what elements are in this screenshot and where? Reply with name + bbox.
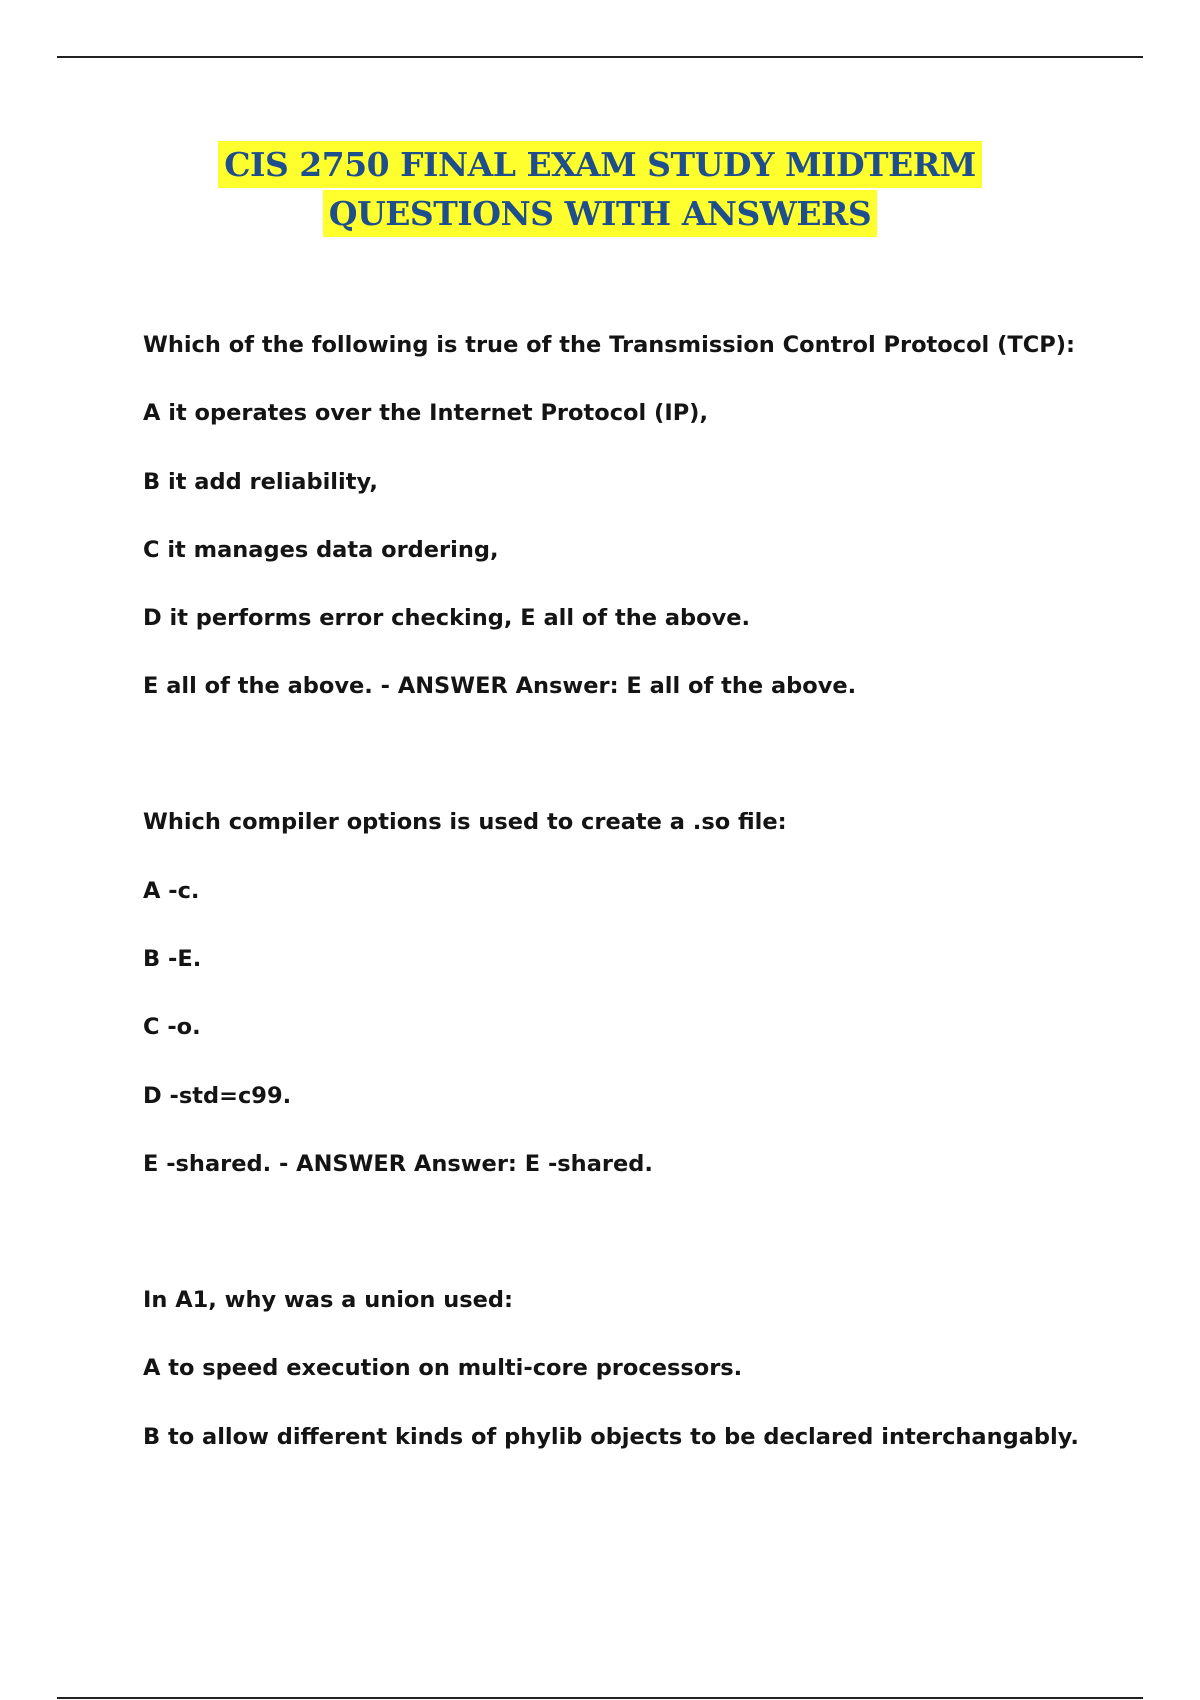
option-d: D it performs error checking, E all of the above. <box>143 605 751 632</box>
document-title <box>0 140 1200 238</box>
title-line-2: QUESTIONS WITH ANSWERS <box>323 190 878 237</box>
title-line-1: CIS 2750 FINAL EXAM STUDY MIDTERM <box>218 141 981 188</box>
question-block-3 <box>143 1285 1103 1452</box>
bottom-divider <box>57 1697 1143 1699</box>
question-text: In A1, why was a union used: <box>143 1286 514 1313</box>
option-b: B it add reliability, <box>143 468 378 495</box>
option-c: C it manages data ordering, <box>143 536 499 563</box>
answer-text: E -shared. - ANSWER Answer: E -shared. <box>143 1150 653 1177</box>
question-spacer <box>143 1179 1103 1285</box>
option-b: B -E. <box>143 946 202 973</box>
question-spacer <box>143 701 1103 807</box>
answer-text: E all of the above. - ANSWER Answer: E all of the above. <box>143 673 857 700</box>
question-block-1 <box>143 330 1103 701</box>
document-body <box>143 330 1103 1452</box>
option-a: A it operates over the Internet Protocol (IP), <box>143 400 709 427</box>
option-d: D -std=c99. <box>143 1082 292 1109</box>
option-b: B to allow different kinds of phylib objects to be declared interchangably. <box>143 1423 1079 1450</box>
top-divider <box>57 56 1143 58</box>
question-text: Which compiler options is used to create a .so file: <box>143 809 787 836</box>
question-text: Which of the following is true of the Transmission Control Protocol (TCP): <box>143 332 1076 358</box>
option-a: A to speed execution on multi-core processors. <box>143 1355 743 1382</box>
option-c: C -o. <box>143 1014 201 1041</box>
option-a: A -c. <box>143 877 200 904</box>
question-block-2 <box>143 807 1103 1178</box>
